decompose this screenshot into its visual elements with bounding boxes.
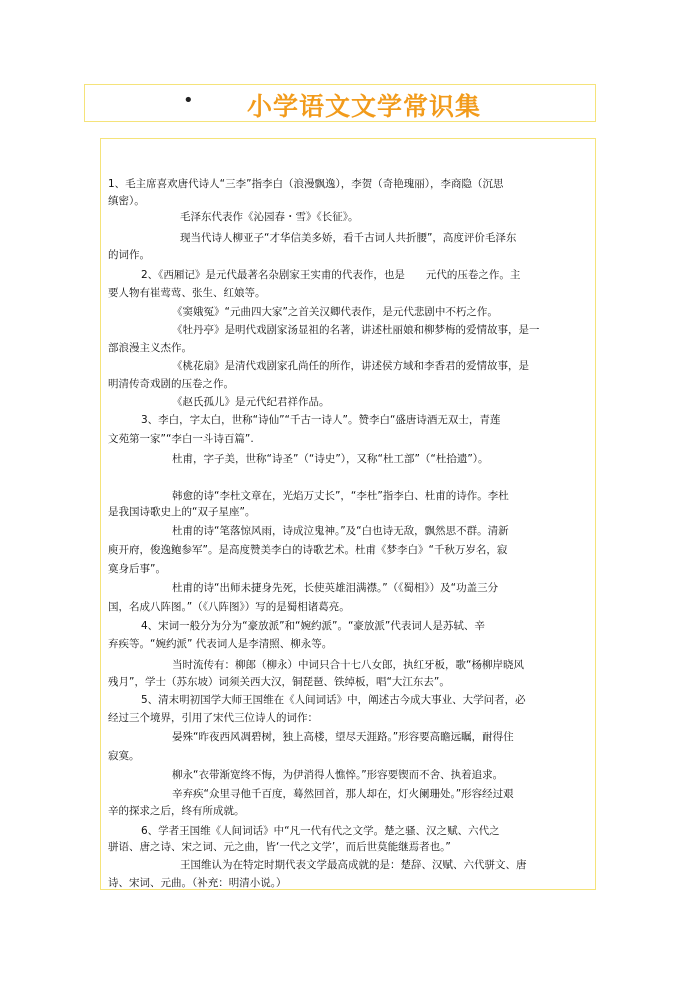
text-line: 毛泽东代表作《沁园春・雪》《长征》。 <box>180 211 359 223</box>
text-line: 《赵氏孤儿》是元代纪君祥作品。 <box>172 396 330 408</box>
text-line: 残月”，学士（苏东坡）词须关西大汉，铜琵琶、铁绰板，唱“大江东去”。 <box>108 676 450 688</box>
text-line: 辛弃疾“众里寻他千百度，蓦然回首，那人却在，灯火阑珊处。”形容经过艰 <box>172 788 514 800</box>
text-line: 6、学者王国维《人间词话》中“凡一代有代之文学。楚之骚、汉之赋、六代之 <box>141 825 500 837</box>
text-line: 明清传奇戏剧的压卷之作。 <box>108 378 234 390</box>
text-line: 1、毛主席喜欢唐代诗人“三李”指李白（浪漫飘逸），李贺（奇艳瑰丽），李商隐（沉思 <box>108 178 504 190</box>
text-line: 文苑第一家”“李白一斗诗百篇”. <box>108 433 254 445</box>
text-line: 是我国诗歌史上的“双子星座”。 <box>108 506 256 518</box>
text-line: 2、《西厢记》是元代最著名杂剧家王实甫的代表作，也是 元代的压卷之作。主 <box>141 269 521 281</box>
text-line: 要人物有崔莺莺、张生、红娘等。 <box>108 287 266 299</box>
text-line: 缜密）。 <box>108 195 145 207</box>
text-line: 寂寞。 <box>108 750 140 762</box>
text-line: 部浪漫主义杰作。 <box>108 342 192 354</box>
text-line: 3、李白，字太白，世称“诗仙”“千古一诗人”。赞李白“盛唐诗酒无双士，青莲 <box>141 414 501 426</box>
text-line: 王国维认为在特定时期代表文学最高成就的是：楚辞、汉赋、六代骈文、唐 <box>180 859 527 871</box>
text-line: 4、宋词一般分为分为“豪放派”和“婉约派”。“豪放派”代表词人是苏轼、辛 <box>141 620 485 632</box>
text-line: 《牡丹亭》是明代戏剧家汤显祖的名著，讲述杜丽娘和柳梦梅的爱情故事，是一 <box>172 324 540 336</box>
title-bullet: • <box>183 90 194 111</box>
text-line: 5、清末明初国学大师王国维在《人间词话》中，阐述古今成大事业、大学问者，必 <box>141 694 526 706</box>
text-line: 骈语、唐之诗、宋之词、元之曲，皆‘一代之文学’，而后世莫能继焉者也。” <box>108 841 451 853</box>
text-line: 辛的探求之后，终有所成就。 <box>108 805 245 817</box>
text-line: 柳永“衣带渐宽终不悔，为伊消得人憔悴。”形容要锲而不舍、执着追求。 <box>172 769 504 781</box>
text-line: 韩愈的诗“李杜文章在，光焰万丈长”，“李杜”指李白、杜甫的诗作。李杜 <box>172 490 509 502</box>
text-line: 杜甫，字子美，世称“诗圣”（“诗史”），又称“杜工部”（“杜拾遗”）。 <box>172 453 489 465</box>
title-banner <box>84 84 596 122</box>
text-line: 《桃花扇》是清代戏剧家孔尚任的所作，讲述侯方域和李香君的爱情故事，是 <box>172 360 529 372</box>
text-line: 《窦娥冤》“元曲四大家”之首关汉卿代表作，是元代悲剧中不朽之作。 <box>172 306 498 318</box>
text-line: 现当代诗人柳亚子“才华信美多娇，看千古词人共折腰”，高度评价毛泽东 <box>180 232 517 244</box>
text-line: 杜甫的诗“笔落惊风雨，诗成泣鬼神。”及“白也诗无敌，飘然思不群。清新 <box>172 525 509 537</box>
text-line: 晏殊“昨夜西风凋碧树，独上高楼，望尽天涯路。”形容要高瞻远瞩，耐得住 <box>172 731 514 743</box>
text-line: 寞身后事”。 <box>108 563 166 575</box>
text-line: 经过三个境界，引用了宋代三位诗人的词作： <box>108 712 318 724</box>
page-title: 小学语文文学常识集 <box>247 92 482 121</box>
text-line: 的词作。 <box>108 249 150 261</box>
text-line: 国，名成八阵图。”（《八阵图》）写的是蜀相诸葛亮。 <box>108 601 350 613</box>
text-line: 弃疾等。“婉约派” 代表词人是李清照、柳永等。 <box>108 638 333 650</box>
text-line: 当时流传有：柳郎（柳永）中词只合十七八女郎，执红牙板，歌“杨柳岸晓风 <box>172 659 524 671</box>
text-line: 杜甫的诗“出师未捷身先死，长使英雄泪满襟。”（《蜀相》）及“功盖三分 <box>172 582 499 594</box>
text-line: 诗、宋词、元曲。（补充：明清小说。） <box>108 877 287 889</box>
text-line: 庾开府，俊逸鲍参军”。是高度赞美李白的诗歌艺术。杜甫《梦李白》“千秋万岁名，寂 <box>108 544 508 556</box>
